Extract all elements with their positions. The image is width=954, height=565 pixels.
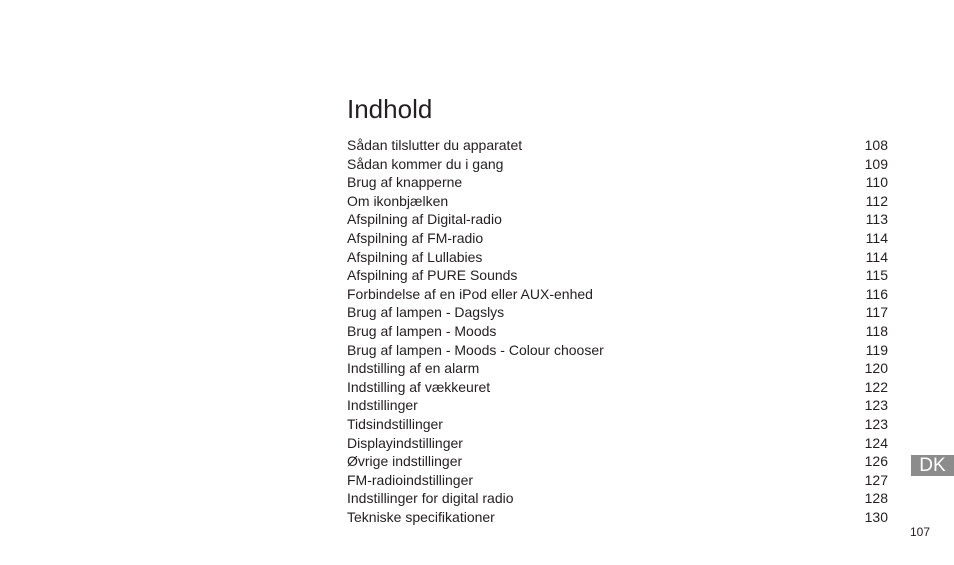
toc-entry-label: Tidsindstillinger <box>347 415 443 432</box>
toc-entry-label: Sådan tilslutter du apparatet <box>347 137 523 153</box>
toc-entry-label: Afspilning af Lullabies <box>347 248 483 265</box>
table-of-contents <box>347 136 888 526</box>
toc-entry-page: 117 <box>865 304 888 321</box>
toc-entry-page: 116 <box>865 285 888 302</box>
toc-entry-label: Brug af lampen - Dagslys <box>347 304 505 321</box>
toc-entry-label: Øvrige indstillinger <box>347 453 463 470</box>
toc-entry-page: 130 <box>864 508 888 525</box>
toc-entry[interactable] <box>347 434 888 453</box>
toc-entry[interactable] <box>347 229 888 248</box>
toc-entry[interactable] <box>347 396 888 415</box>
toc-entry[interactable] <box>347 248 888 267</box>
toc-entry-label: Forbindelse af en iPod eller AUX-enhed <box>347 285 593 302</box>
toc-entry-page: 123 <box>864 415 888 432</box>
toc-entry-label: Indstillinger <box>347 397 418 414</box>
toc-entry[interactable] <box>347 192 888 211</box>
toc-entry-label: Indstilling af en alarm <box>347 360 480 377</box>
toc-entry-page: 122 <box>864 378 888 395</box>
toc-entry[interactable] <box>347 415 888 434</box>
toc-entry-page: 124 <box>864 434 888 451</box>
toc-entry-page: 126 <box>864 453 888 470</box>
toc-entry-label: Afspilning af PURE Sounds <box>347 267 518 284</box>
toc-entry[interactable] <box>347 359 888 378</box>
toc-entry[interactable] <box>347 266 888 285</box>
toc-entry[interactable] <box>347 452 888 471</box>
toc-entry[interactable] <box>347 210 888 229</box>
toc-entry-label: Brug af knapperne <box>347 174 463 191</box>
toc-entry-page: 115 <box>865 267 888 284</box>
toc-entry-label: Displayindstillinger <box>347 434 463 451</box>
toc-entry-page: 120 <box>864 360 888 377</box>
page-number: 107 <box>909 525 930 539</box>
language-tab: DK <box>911 455 954 476</box>
toc-entry-label: Indstillinger for digital radio <box>347 490 514 507</box>
toc-entry-page: 109 <box>864 155 888 172</box>
toc-entry[interactable] <box>347 341 888 360</box>
toc-entry[interactable] <box>347 322 888 341</box>
toc-entry[interactable] <box>347 285 888 304</box>
page-title: Indhold <box>347 94 433 124</box>
toc-entry-label: Afspilning af FM-radio <box>347 229 484 246</box>
toc-entry-page: 114 <box>865 248 888 265</box>
toc-entry-page: 110 <box>865 174 888 191</box>
toc-entry-page: 128 <box>864 490 888 507</box>
toc-entry[interactable] <box>347 155 888 174</box>
toc-entry-label: Sådan kommer du i gang <box>347 155 504 172</box>
toc-entry[interactable] <box>347 471 888 490</box>
toc-entry-page: 127 <box>864 471 888 488</box>
toc-entry-label: Afspilning af Digital-radio <box>347 211 502 228</box>
toc-entry-page: 123 <box>864 397 888 414</box>
toc-entry-label: FM-radioindstillinger <box>347 471 474 488</box>
toc-entry-page: 119 <box>865 341 888 358</box>
toc-entry[interactable] <box>347 303 888 322</box>
toc-entry[interactable] <box>347 489 888 508</box>
toc-entry-page: 114 <box>865 229 888 246</box>
toc-entry-page: 108 <box>864 137 888 153</box>
toc-entry-page: 118 <box>865 322 888 339</box>
toc-entry-label: Indstilling af vækkeuret <box>347 378 491 395</box>
toc-entry[interactable] <box>347 508 888 527</box>
toc-entry[interactable] <box>347 173 888 192</box>
toc-entry-label: Tekniske specifikationer <box>347 508 495 525</box>
toc-entry-label: Brug af lampen - Moods <box>347 322 497 339</box>
toc-entry-label: Brug af lampen - Moods - Colour chooser <box>347 341 604 358</box>
toc-entry[interactable] <box>347 136 888 155</box>
toc-entry[interactable] <box>347 378 888 397</box>
toc-entry-page: 112 <box>865 192 888 209</box>
toc-entry-label: Om ikonbjælken <box>347 192 449 209</box>
toc-entry-page: 113 <box>865 211 888 228</box>
